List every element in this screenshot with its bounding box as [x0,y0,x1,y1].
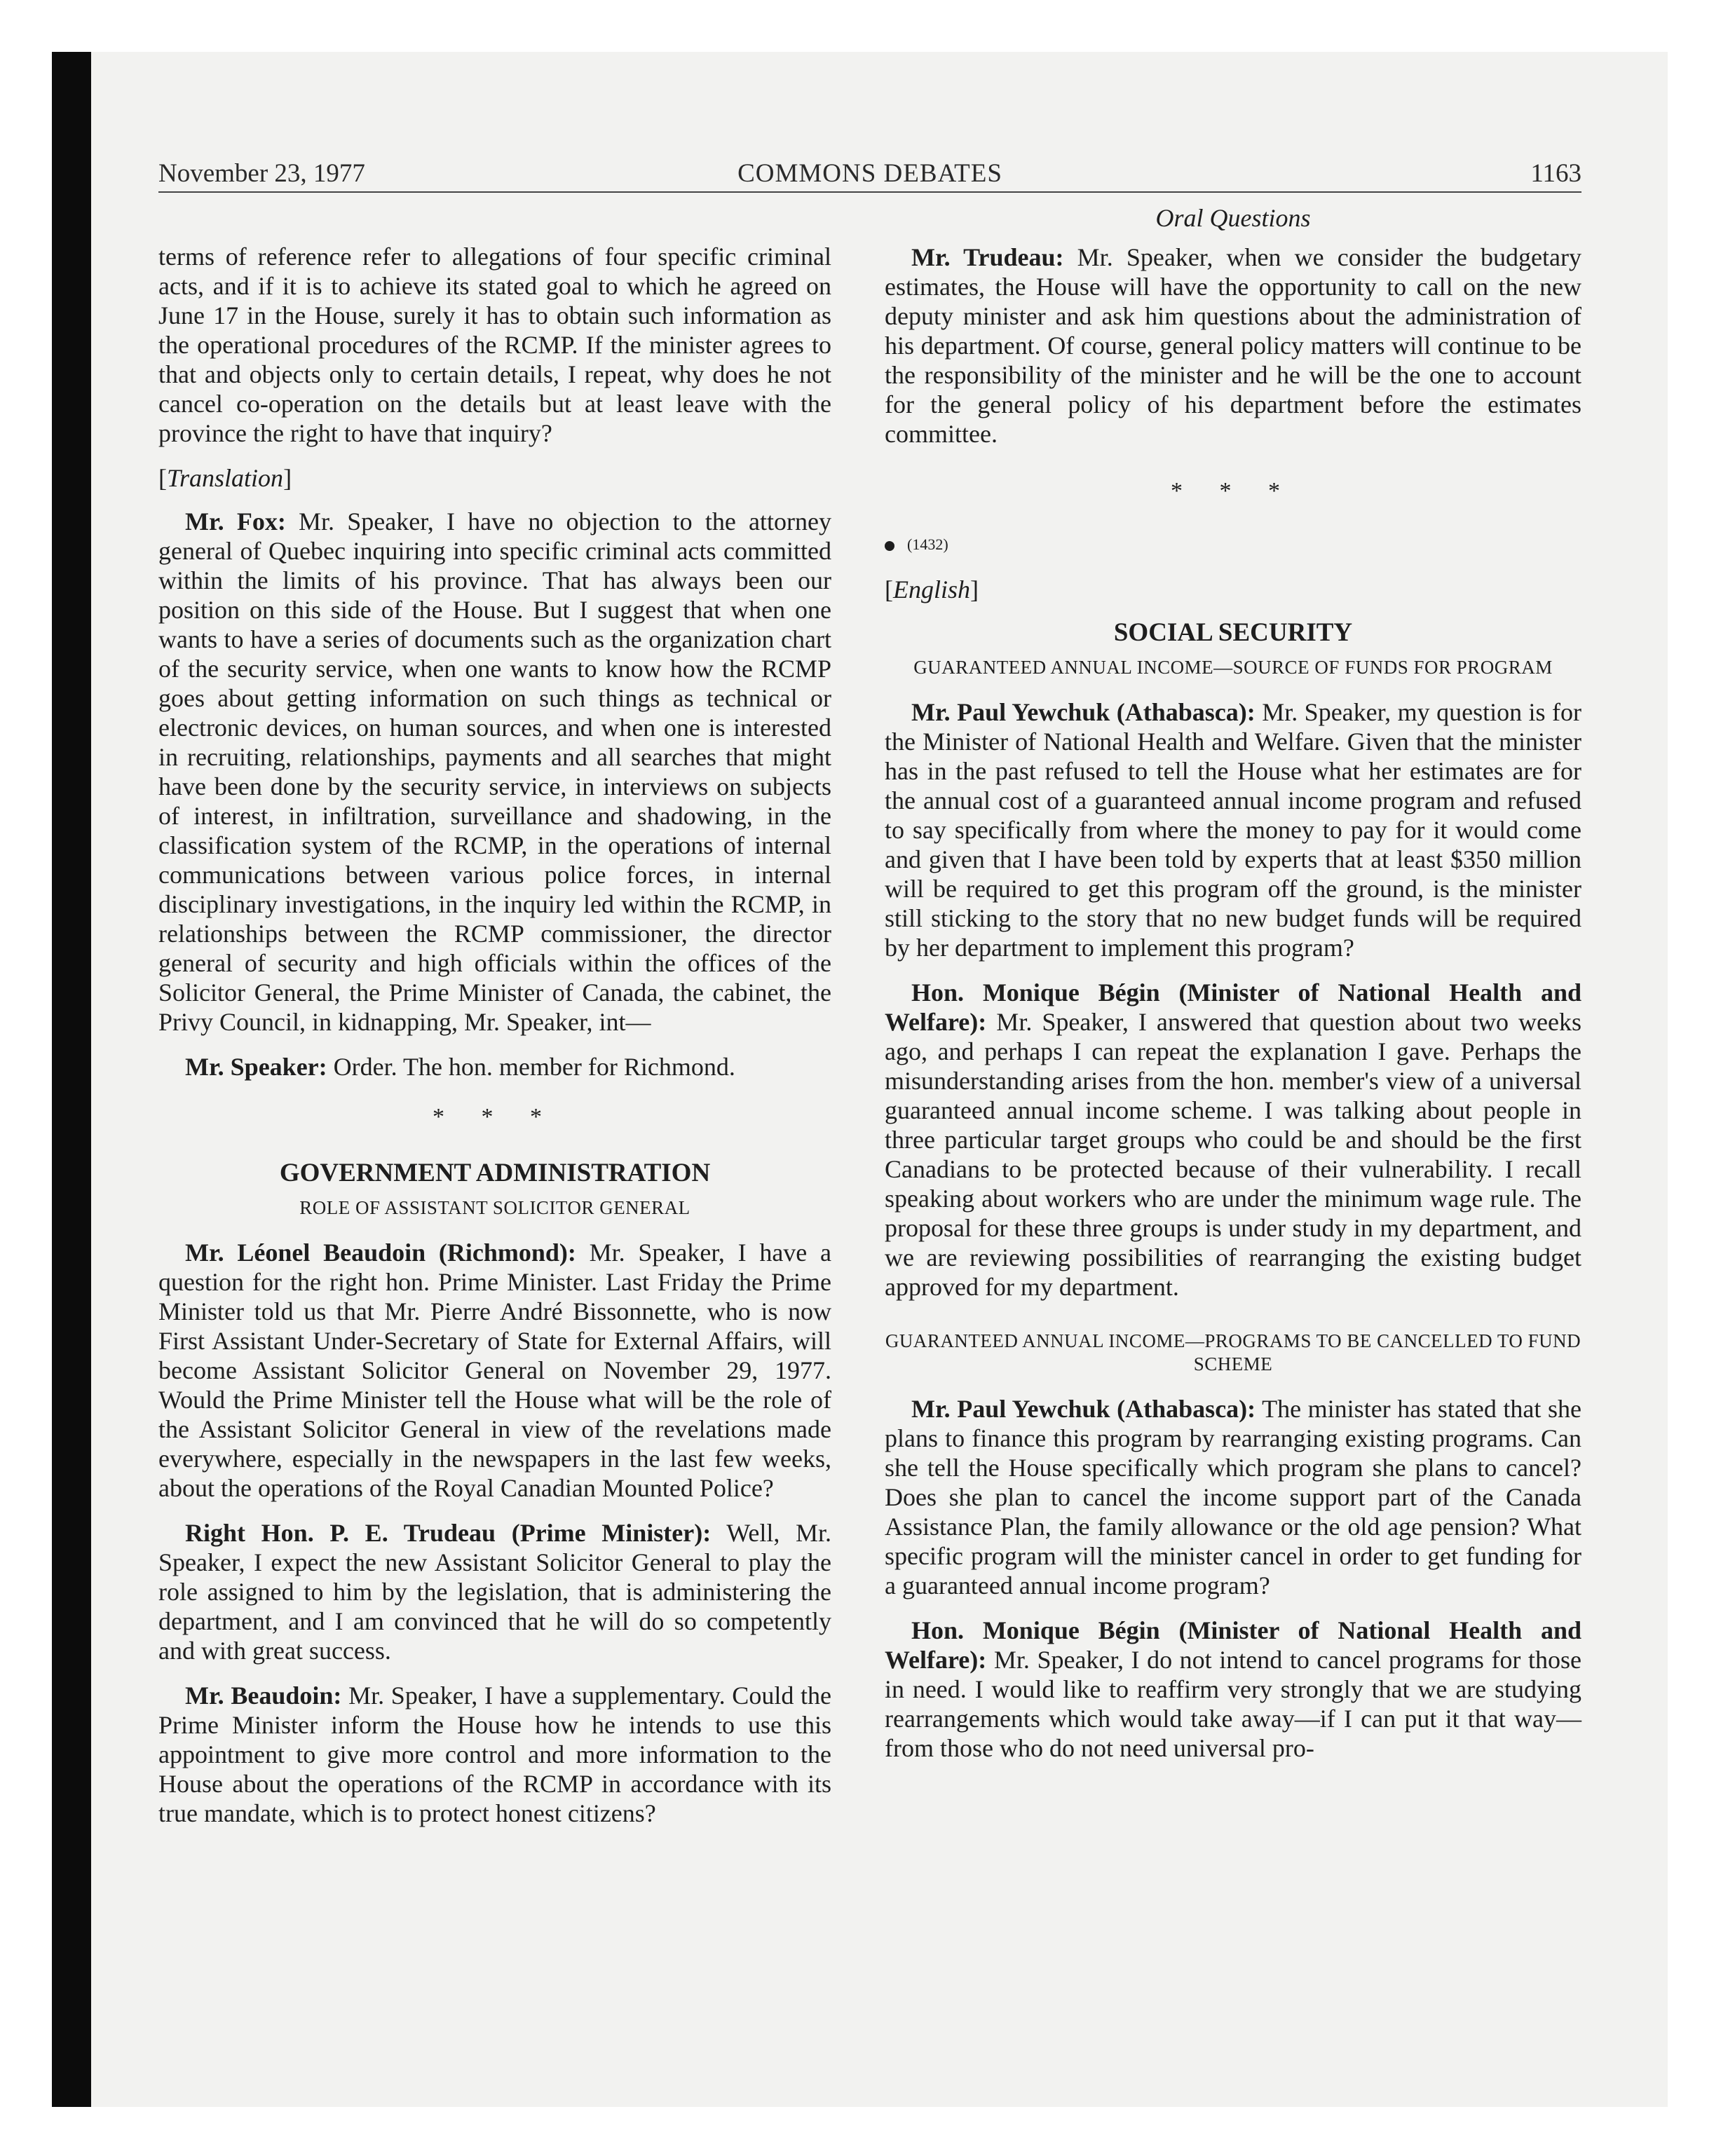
heading-government-administration: GOVERNMENT ADMINISTRATION [279,1159,711,1187]
right-paragraph-begin-2 [885,1616,1581,1763]
text-begin-2: Mr. Speaker, I do not intend to cancel programs for those in need. I would like to reaffirm very strongly that we are studying rearrangements which would take away—if I can put it that way—from those who do not need universal pro- [885,1646,1581,1762]
text-beaudoin-2: Mr. Speaker, I have a supplementary. Could the Prime Minister inform the House how he intends to use this appointment to give more control and more information to the House about the operations of the RCMP in accordance with its true mandate, which is to protect honest citizens? [158,1681,831,1827]
header-date: November 23, 1977 [158,159,365,188]
left-paragraph-trudeau [158,1518,831,1665]
text-beaudoin-1: Mr. Speaker, I have a question for the right hon. Prime Minister. Last Friday the Prime Minister told us that Mr. Pierre André Bissonnette, who is now First Assistant Under-Secretary of State for External Affairs, will become Assistant Solicitor General on November 29, 1977. Would the Prime Minister tell the House what will be the role of the Assistant Solicitor General in view of the revelations made everywhere, especially in the newspapers in the last few weeks, about the operations of the Royal Canadian Mounted Police? [158,1239,831,1502]
text-yewchuk-2: The minister has stated that she plans to finance this program by rearranging existing programs. Can she tell the House specifically which program she plans to cancel? Does she plan to cancel the income support part of the Canada Assistance Plan, the family allowance or the old age pension? What specific program will the minister cancel in order to get funding for a guaranteed annual income program? [885,1395,1582,1599]
subheading-source-of-funds: GUARANTEED ANNUAL INCOME—SOURCE OF FUNDS FOR PROGRAM [913,657,1553,678]
spacer [885,1317,1581,1330]
translation-tag: [Translation] [158,464,292,492]
text-yewchuk-1: Mr. Speaker, my question is for the Minister of National Health and Welfare. Given that the minister has in the past refused to tell the House what her estimates are for the annual cost of a guaranteed annual income program and refused to say specifically from where the money to pay for it would come and given that I have been told by experts that at least $350 million will be required to get this program off the ground, is the minister still sticking to the story that no new budget funds will be required by her department to implement this program? [885,698,1582,962]
right-paragraph-yewchuk-1 [885,697,1581,962]
text-begin-1: Mr. Speaker, I answered that question about two weeks ago, and perhaps I can repeat the explanation I gave. Perhaps the misunderstanding arises from the hon. member's view of a universal guaranteed annual income scheme. I was talking about people in three particular target groups who could be and should be the first Canadians to be protected because of their vulnerability. I recall speaking about workers who are under the minimum wage rule. The proposal for these three groups is under study in my department, and we are reviewing possibilities of rearranging the existing budget approved for my department. [885,1008,1581,1301]
binding-edge [52,52,91,2107]
bullet-icon [885,541,894,551]
english-tag: [English] [885,575,979,603]
left-paragraph-fox [158,507,831,1037]
translation-tag-text: Translation [167,464,284,492]
speaker-beaudoin-full: Mr. Léonel Beaudoin (Richmond): [185,1239,576,1267]
right-column [885,203,1581,1778]
speaker-begin-1: Hon. Monique Bégin (Minister of National Health and Welfare): [885,978,1581,1036]
left-paragraph-1: terms of reference refer to allegations of four specific criminal acts, and if it is to achieve its stated goal to which he agreed on June 17 in the House, surely it has to obtain such information as the operational procedures of the RCMP. If the minister agrees to that and objects only to certain details, I repeat, why does he not cancel co-operation on the details but at least leave with the province the right to have that inquiry? [158,243,831,447]
page-header [158,158,1581,195]
left-paragraph-speaker [158,1052,831,1082]
speaker-begin-2: Hon. Monique Bégin (Minister of National Health and Welfare): [885,1616,1581,1674]
text-fox: Mr. Speaker, I have no objection to the attorney general of Quebec inquiring into specific criminal acts committed within the limits of his province. That has always been our position on this side of the House. But I suggest that when one wants to have a series of documents such as the organization chart of the security service, when one wants to know how the RCMP goes about getting information on such things as technical or electronic devices, on human sources, and when one is interested in recruiting, relationships, payments and all searches that might have been done by the security service, in interviews on subjects of interest, in infiltration, surveillance and shadowing, in the classification system of the RCMP, in the operations of internal communications between various police forces, in internal disciplinary investigations, in the inquiry led within the RCMP, in relationships between the RCMP commissioner, the director general of security and high officials within the offices of the Solicitor General, the Prime Minister of Canada, the cabinet, the Privy Council, in kidnapping, Mr. Speaker, int— [158,507,831,1036]
speaker-fox: Mr. Fox: [185,507,286,535]
right-paragraph-begin-1 [885,978,1581,1302]
subheading-role-assistant-solicitor: ROLE OF ASSISTANT SOLICITOR GENERAL [299,1197,690,1218]
speaker-trudeau-full: Right Hon. P. E. Trudeau (Prime Minister): [185,1519,712,1547]
timestamp-marker [885,530,1581,559]
header-rule [158,191,1581,193]
english-tag-text: English [893,575,971,603]
text-speaker: Order. The hon. member for Richmond. [327,1053,735,1081]
left-paragraph-beaudoin-2 [158,1681,831,1828]
speaker-beaudoin: Mr. Beaudoin: [185,1681,342,1710]
section-separator-right: * * * [1171,478,1295,504]
text-trudeau-2: Mr. Speaker, when we consider the budgetary estimates, the House will have the opportunity to call on the new deputy minister and ask him questions about the administration of his department. Of course, general policy matters will continue to be the responsibility of the minister and he will be the one to account for the general policy of his department before the estimates committee. [885,243,1581,448]
text-trudeau-1: Well, Mr. Speaker, I expect the new Assistant Solicitor General to play the role assigned to him by the legislation, that is administering the department, and I am convinced that he will do so competently and with great success. [158,1519,831,1665]
left-column [158,242,831,1843]
subheading-programs-cancelled: GUARANTEED ANNUAL INCOME—PROGRAMS TO BE CANCELLED TO FUND SCHEME [885,1330,1581,1374]
left-paragraph-beaudoin-1 [158,1238,831,1503]
running-head-oral-questions: Oral Questions [1155,204,1311,232]
right-paragraph-yewchuk-2 [885,1394,1581,1600]
speaker-speaker: Mr. Speaker: [185,1053,327,1081]
section-separator-left: * * * [433,1104,557,1130]
heading-social-security: SOCIAL SECURITY [1113,618,1353,647]
speaker-yewchuk-1: Mr. Paul Yewchuk (Athabasca): [911,698,1256,726]
header-page-number: 1163 [1530,159,1581,188]
header-title: COMMONS DEBATES [737,159,1002,188]
speaker-trudeau: Mr. Trudeau: [911,243,1064,271]
timestamp-text: (1432) [907,535,948,553]
right-paragraph-trudeau [885,243,1581,449]
speaker-yewchuk-2: Mr. Paul Yewchuk (Athabasca): [911,1395,1256,1423]
